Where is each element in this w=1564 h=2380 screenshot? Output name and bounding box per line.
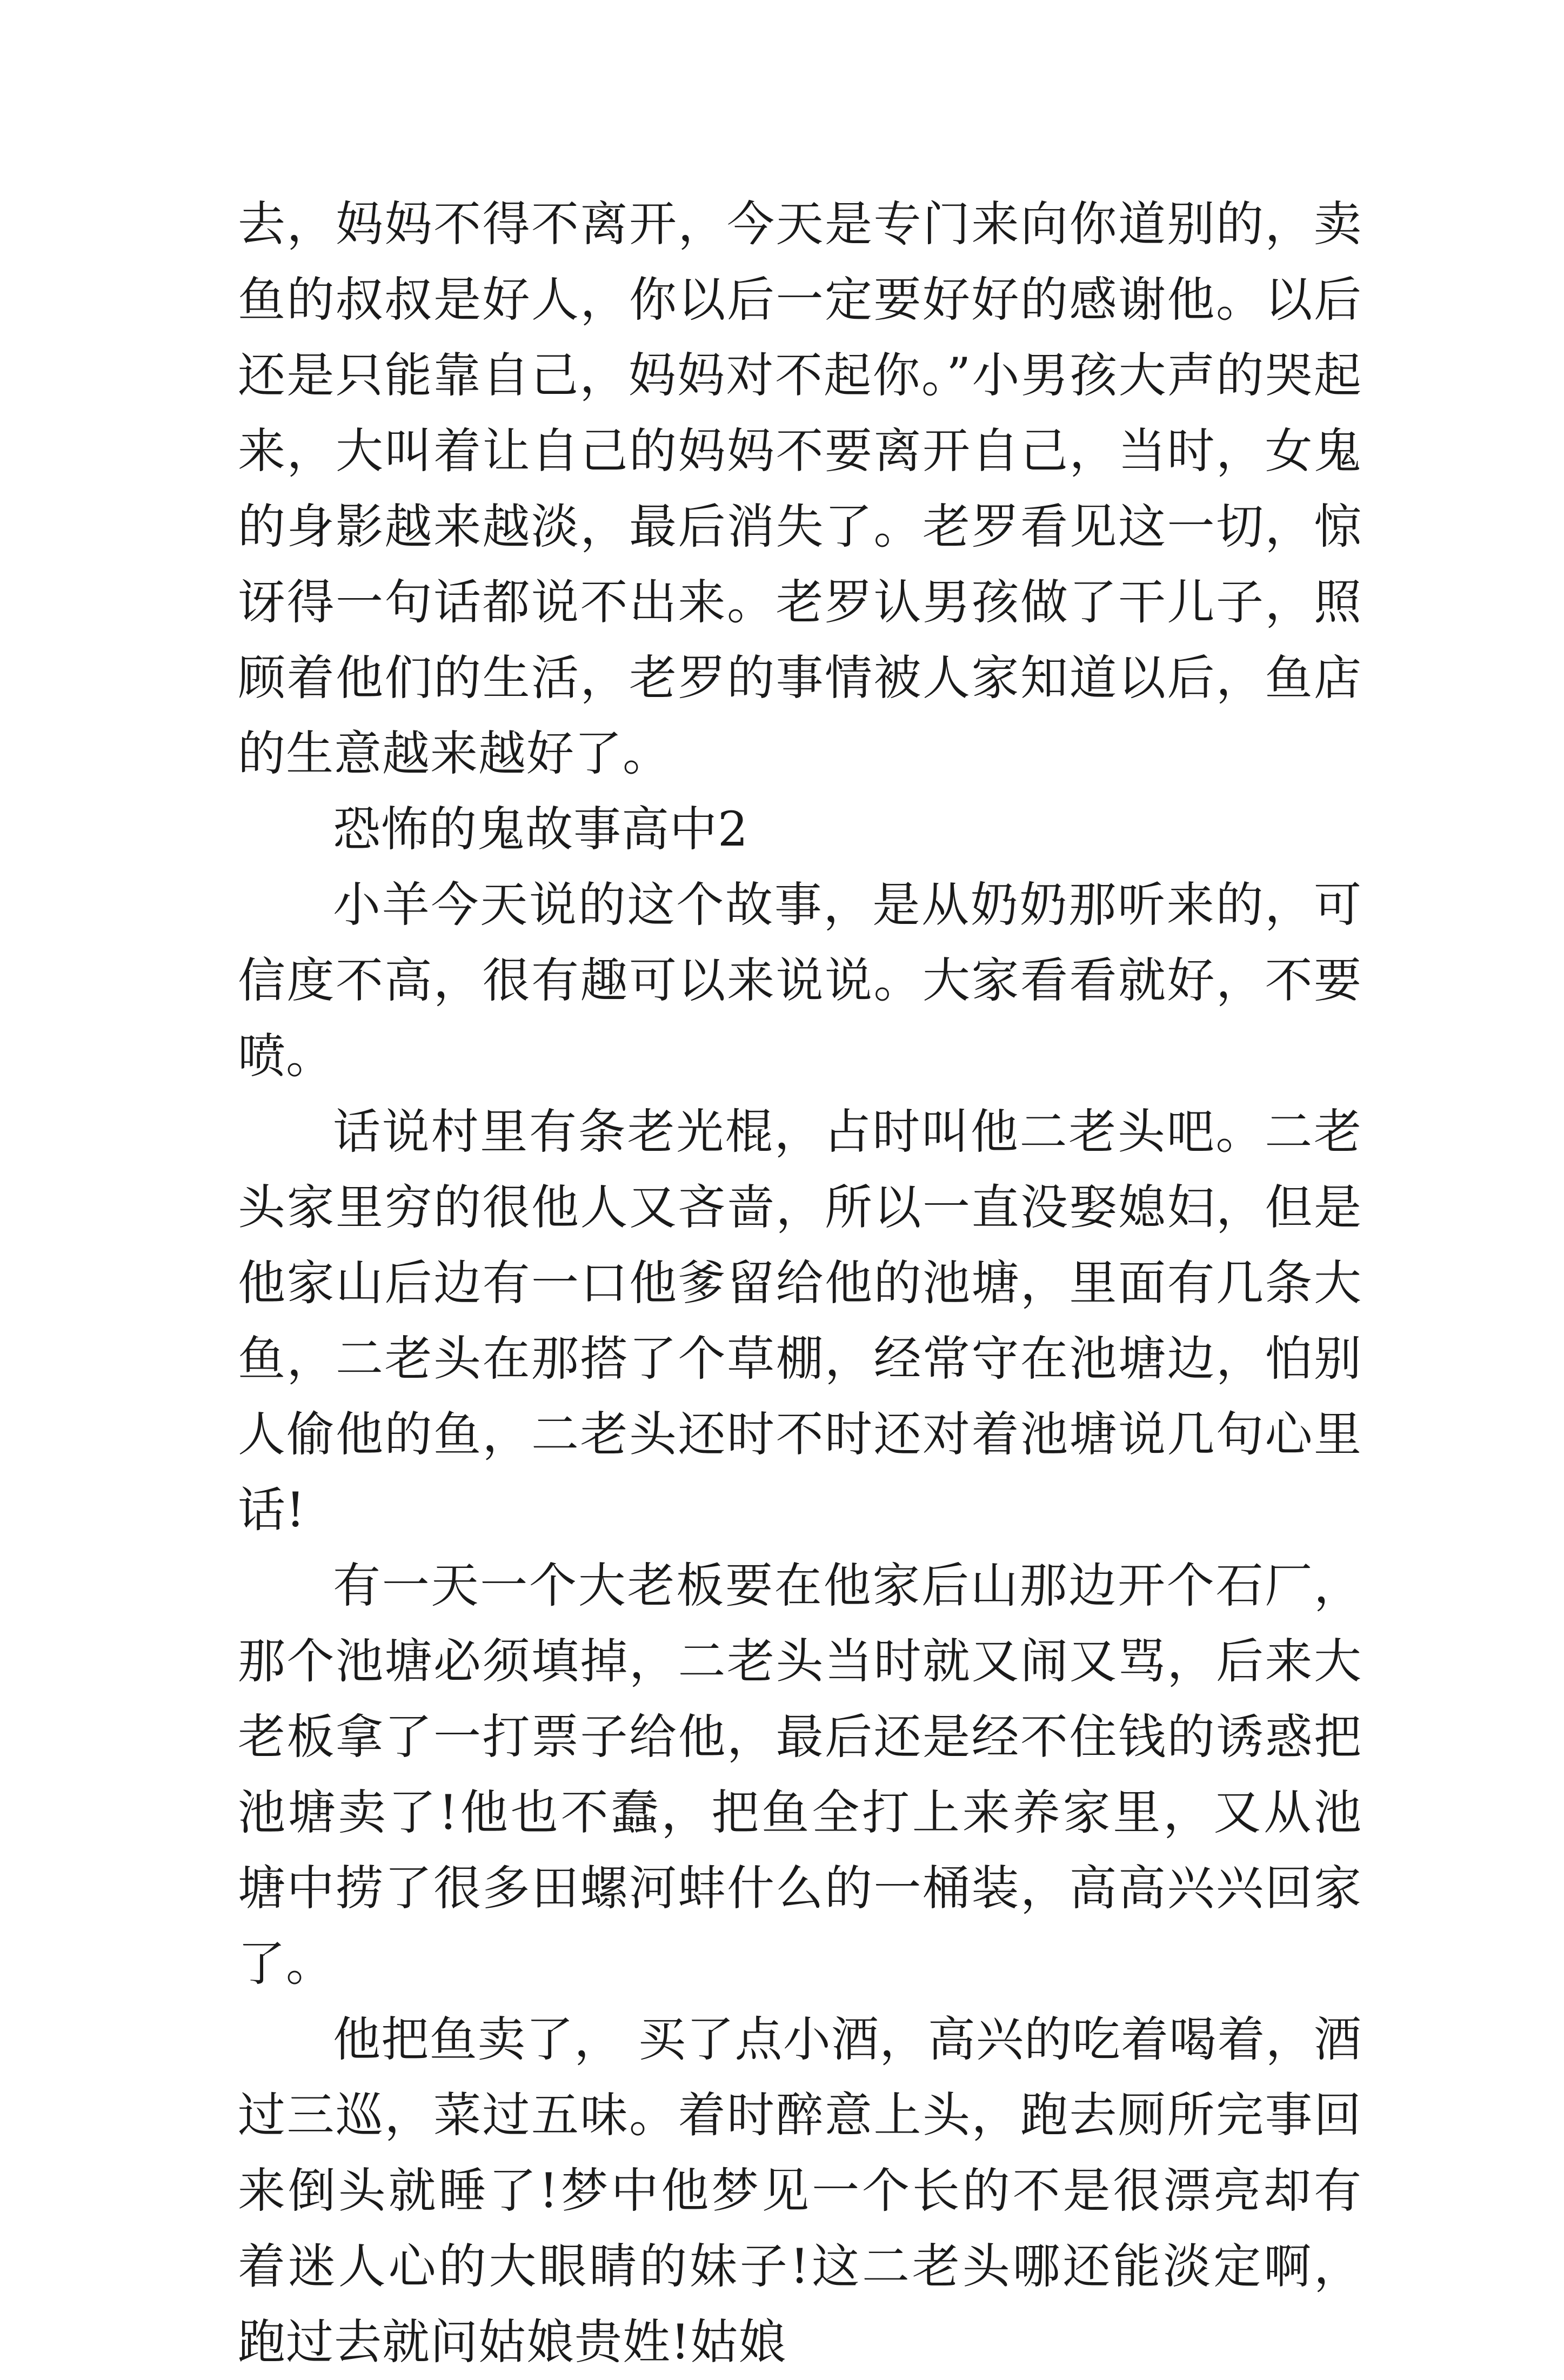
body-text [238,186,1362,2380]
paragraph: 有一天一个大老板要在他家后山那边开个石厂，那个池塘必须填掉，二老头当时就又闹又骂，后来大老板拿了一打票子给他，最后还是经不住钱的诱惑把池塘卖了!他也不蠢，把鱼全打上来养家里，又从池塘中捞了很多田螺河蚌什么的一桶装，高高兴兴回家了。 [238,1558,1362,1992]
section-heading: 恐怖的鬼故事高中2 [333,801,748,857]
paragraph-continuation: 去，妈妈不得不离开，今天是专门来向你道别的，卖鱼的叔叔是好人，你以后一定要好好的感谢他。以后还是只能靠自己，妈妈对不起你。”小男孩大声的哭起来，大叫着让自己的妈妈不要离开自己，当时，女鬼的身影越来越淡，最后消失了。老罗看见这一切，惊讶得一句话都说不出来。老罗认男孩做了干儿子，照顾着他们的生活，老罗的事情被人家知道以后，鱼店的生意越来越好了。 [238,196,1362,781]
paragraph: 他把鱼卖了， 买了点小酒，高兴的吃着喝着，酒过三巡，菜过五味。着时醉意上头，跑去厕所完事回来倒头就睡了!梦中他梦见一个长的不是很漂亮却有着迷人心的大眼睛的妹子!这二老头哪还能淡定啊，跑过去就问姑娘贵姓!姑娘 [238,2012,1362,2370]
paragraph: 小羊今天说的这个故事，是从奶奶那听来的，可信度不高，很有趣可以来说说。大家看看就好，不要喷。 [238,877,1362,1084]
paragraph: 话说村里有条老光棍，占时叫他二老头吧。二老头家里穷的很他人又吝啬，所以一直没娶媳妇，但是他家山后边有一口他爹留给他的池塘，里面有几条大鱼，二老头在那搭了个草棚，经常守在池塘边，怕别人偷他的鱼，二老头还时不时还对着池塘说几句心里话! [238,1104,1362,1538]
